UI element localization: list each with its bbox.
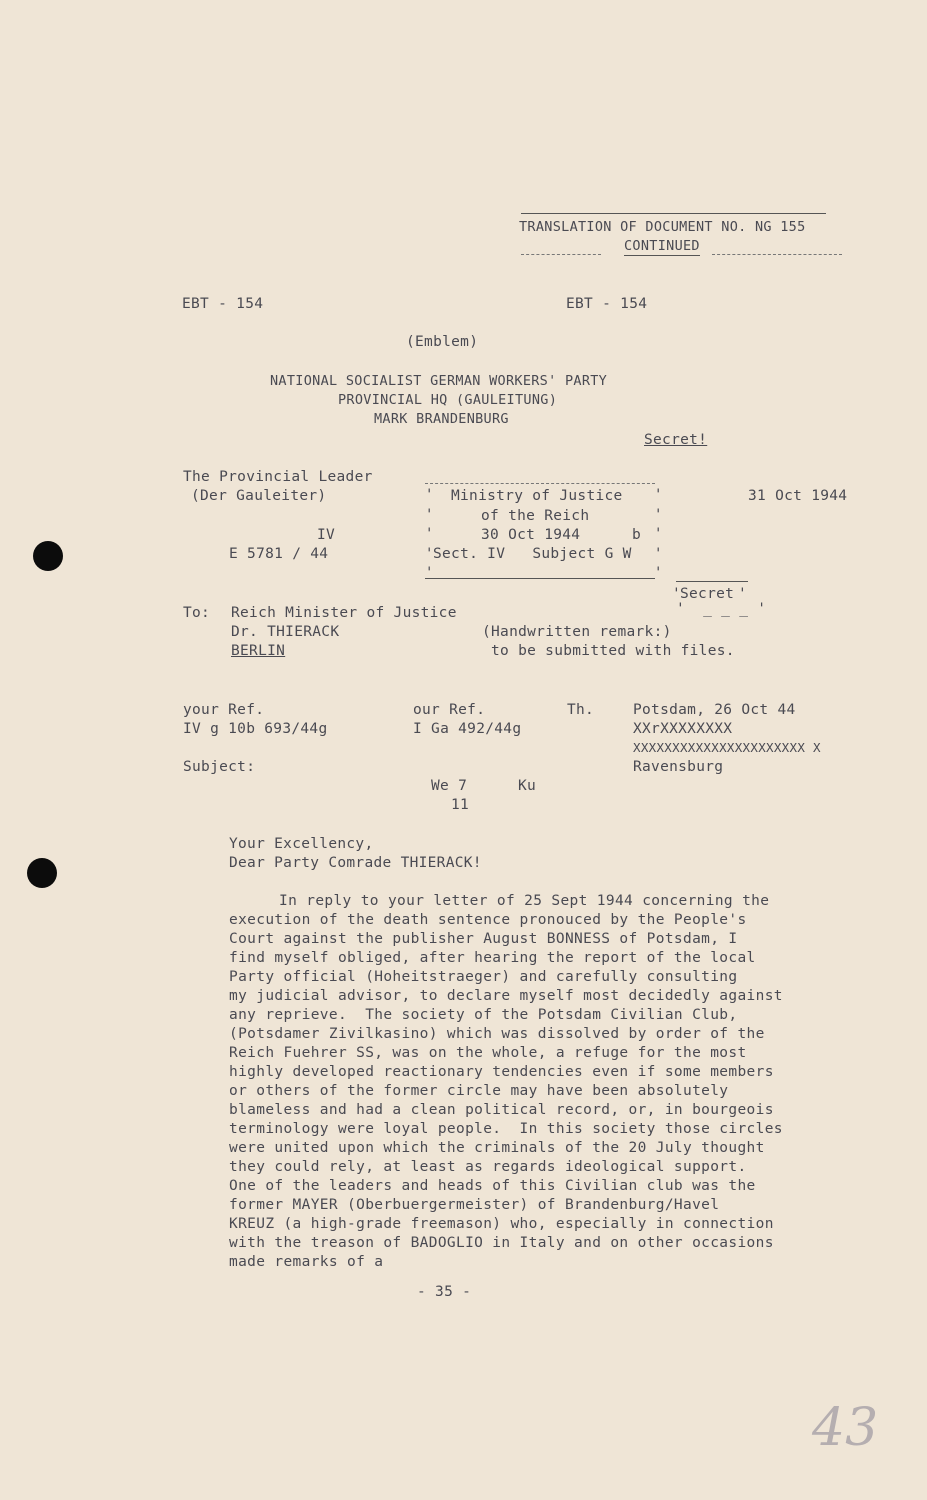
initials-1: We 7	[431, 778, 468, 794]
sender-line-1: The Provincial Leader	[183, 469, 373, 485]
salutation-line-2: Dear Party Comrade THIERACK!	[229, 855, 482, 871]
stamp-right-border: ' ' ' ' '	[654, 487, 663, 581]
body-line: execution of the death sentence pronouced by the People's	[229, 912, 747, 928]
body-line: made remarks of a	[229, 1254, 384, 1270]
body-line: highly developed reactionary tendencies even if some members	[229, 1064, 774, 1080]
body-line: or others of the former circle may have been absolutely	[229, 1083, 729, 1099]
your-ref-label: your Ref.	[183, 702, 265, 718]
emblem-note: (Emblem)	[406, 334, 479, 350]
sender-line-2: (Der Gauleiter)	[191, 488, 327, 504]
salutation-line-1: Your Excellency,	[229, 836, 374, 852]
our-ref-value: I Ga 492/44g	[413, 721, 522, 737]
secret-label: Secret!	[644, 432, 708, 448]
margin-page-note: 43	[812, 1398, 879, 1458]
header-dash-right	[712, 254, 842, 255]
body-line: former MAYER (Oberbuergermeister) of Brandenburg/Havel	[229, 1197, 720, 1213]
body-line: terminology were loyal people. In this society those circles	[229, 1121, 783, 1137]
stamp-line-4: Sect. IV Subject G W	[433, 546, 632, 562]
punch-hole-bottom	[27, 858, 57, 888]
stamp-left-border: ' ' ' ' '	[425, 487, 434, 581]
translation-title: TRANSLATION OF DOCUMENT NO. NG 155	[519, 219, 806, 235]
body-line: blameless and had a clean political record, or, in bourgeois	[229, 1102, 774, 1118]
sender-line-4: E 5781 / 44	[229, 546, 329, 562]
stamp-line-1: Ministry of Justice	[451, 488, 623, 504]
secret-box-quote-l: '	[672, 586, 682, 602]
punch-hole-top	[33, 541, 63, 571]
th-label: Th.	[567, 702, 595, 718]
body-line: KREUZ (a high-grade freemason) who, especially in connection	[229, 1216, 774, 1232]
body-line: Court against the publisher August BONNESS of Potsdam, I	[229, 931, 738, 947]
recipient-line-2: Dr. THIERACK	[231, 624, 340, 640]
party-name: NATIONAL SOCIALIST GERMAN WORKERS' PARTY	[270, 373, 608, 389]
body-line: my judicial advisor, to declare myself most decidedly against	[229, 988, 783, 1004]
date-right: 31 Oct 1944	[748, 488, 848, 504]
handwritten-text: to be submitted with files.	[491, 643, 735, 659]
body-line: they could rely, at least as regards ideological support.	[229, 1159, 747, 1175]
initials-3: 11	[451, 797, 470, 813]
stamp-line-3-suffix: b	[632, 527, 642, 543]
page-number: - 35 -	[417, 1284, 472, 1300]
stamp-top-border	[425, 483, 655, 484]
recipient-line-1: Reich Minister of Justice	[231, 605, 457, 621]
to-label: To:	[183, 605, 211, 621]
body-line: find myself obliged, after hearing the report of the local	[229, 950, 756, 966]
secret-box-bottom: ' _ _ _ '	[676, 601, 767, 617]
struck-line-1: XXrXXXXXXXX	[633, 721, 733, 737]
subject-label: Subject:	[183, 759, 256, 775]
place-2: Ravensburg	[633, 759, 724, 775]
place-date: Potsdam, 26 Oct 44	[633, 702, 796, 718]
mark-brandenburg: MARK BRANDENBURG	[374, 411, 509, 427]
stamp-line-3: 30 Oct 1944	[481, 527, 581, 543]
secret-box-quote-r: '	[738, 586, 748, 602]
body-line: Party official (Hoheitstraeger) and carefully consulting	[229, 969, 738, 985]
ref-left: EBT - 154	[182, 296, 264, 312]
body-line: One of the leaders and heads of this Civilian club was the	[229, 1178, 756, 1194]
body-line: In reply to your letter of 25 Sept 1944 concerning the	[279, 893, 770, 909]
initials-2: Ku	[518, 778, 537, 794]
secret-box-top	[676, 581, 748, 582]
secret-box-label: Secret	[680, 586, 735, 602]
body-line: with the treason of BADOGLIO in Italy and on other occasions	[229, 1235, 774, 1251]
ref-center: EBT - 154	[566, 296, 648, 312]
body-line: (Potsdamer Zivilkasino) which was dissolved by order of the	[229, 1026, 765, 1042]
header-dash-left	[521, 254, 601, 255]
struck-line-2: XXXXXXXXXXXXXXXXXXXXXX X	[633, 740, 821, 755]
stamp-line-2: of the Reich	[481, 508, 590, 524]
sender-line-3: IV	[317, 527, 336, 543]
continued-label: CONTINUED	[624, 238, 700, 254]
stamp-bottom-border	[425, 578, 655, 579]
handwritten-label: (Handwritten remark:)	[482, 624, 672, 640]
body-line: were united upon which the criminals of the 20 July thought	[229, 1140, 765, 1156]
body-line: any reprieve. The society of the Potsdam Civilian Club,	[229, 1007, 738, 1023]
our-ref-label: our Ref.	[413, 702, 486, 718]
your-ref-value: IV g 10b 693/44g	[183, 721, 328, 737]
body-line: Reich Fuehrer SS, was on the whole, a refuge for the most	[229, 1045, 747, 1061]
provincial-hq: PROVINCIAL HQ (GAULEITUNG)	[338, 392, 558, 408]
recipient-line-3: BERLIN	[231, 643, 286, 659]
header-top-rule	[521, 213, 826, 214]
